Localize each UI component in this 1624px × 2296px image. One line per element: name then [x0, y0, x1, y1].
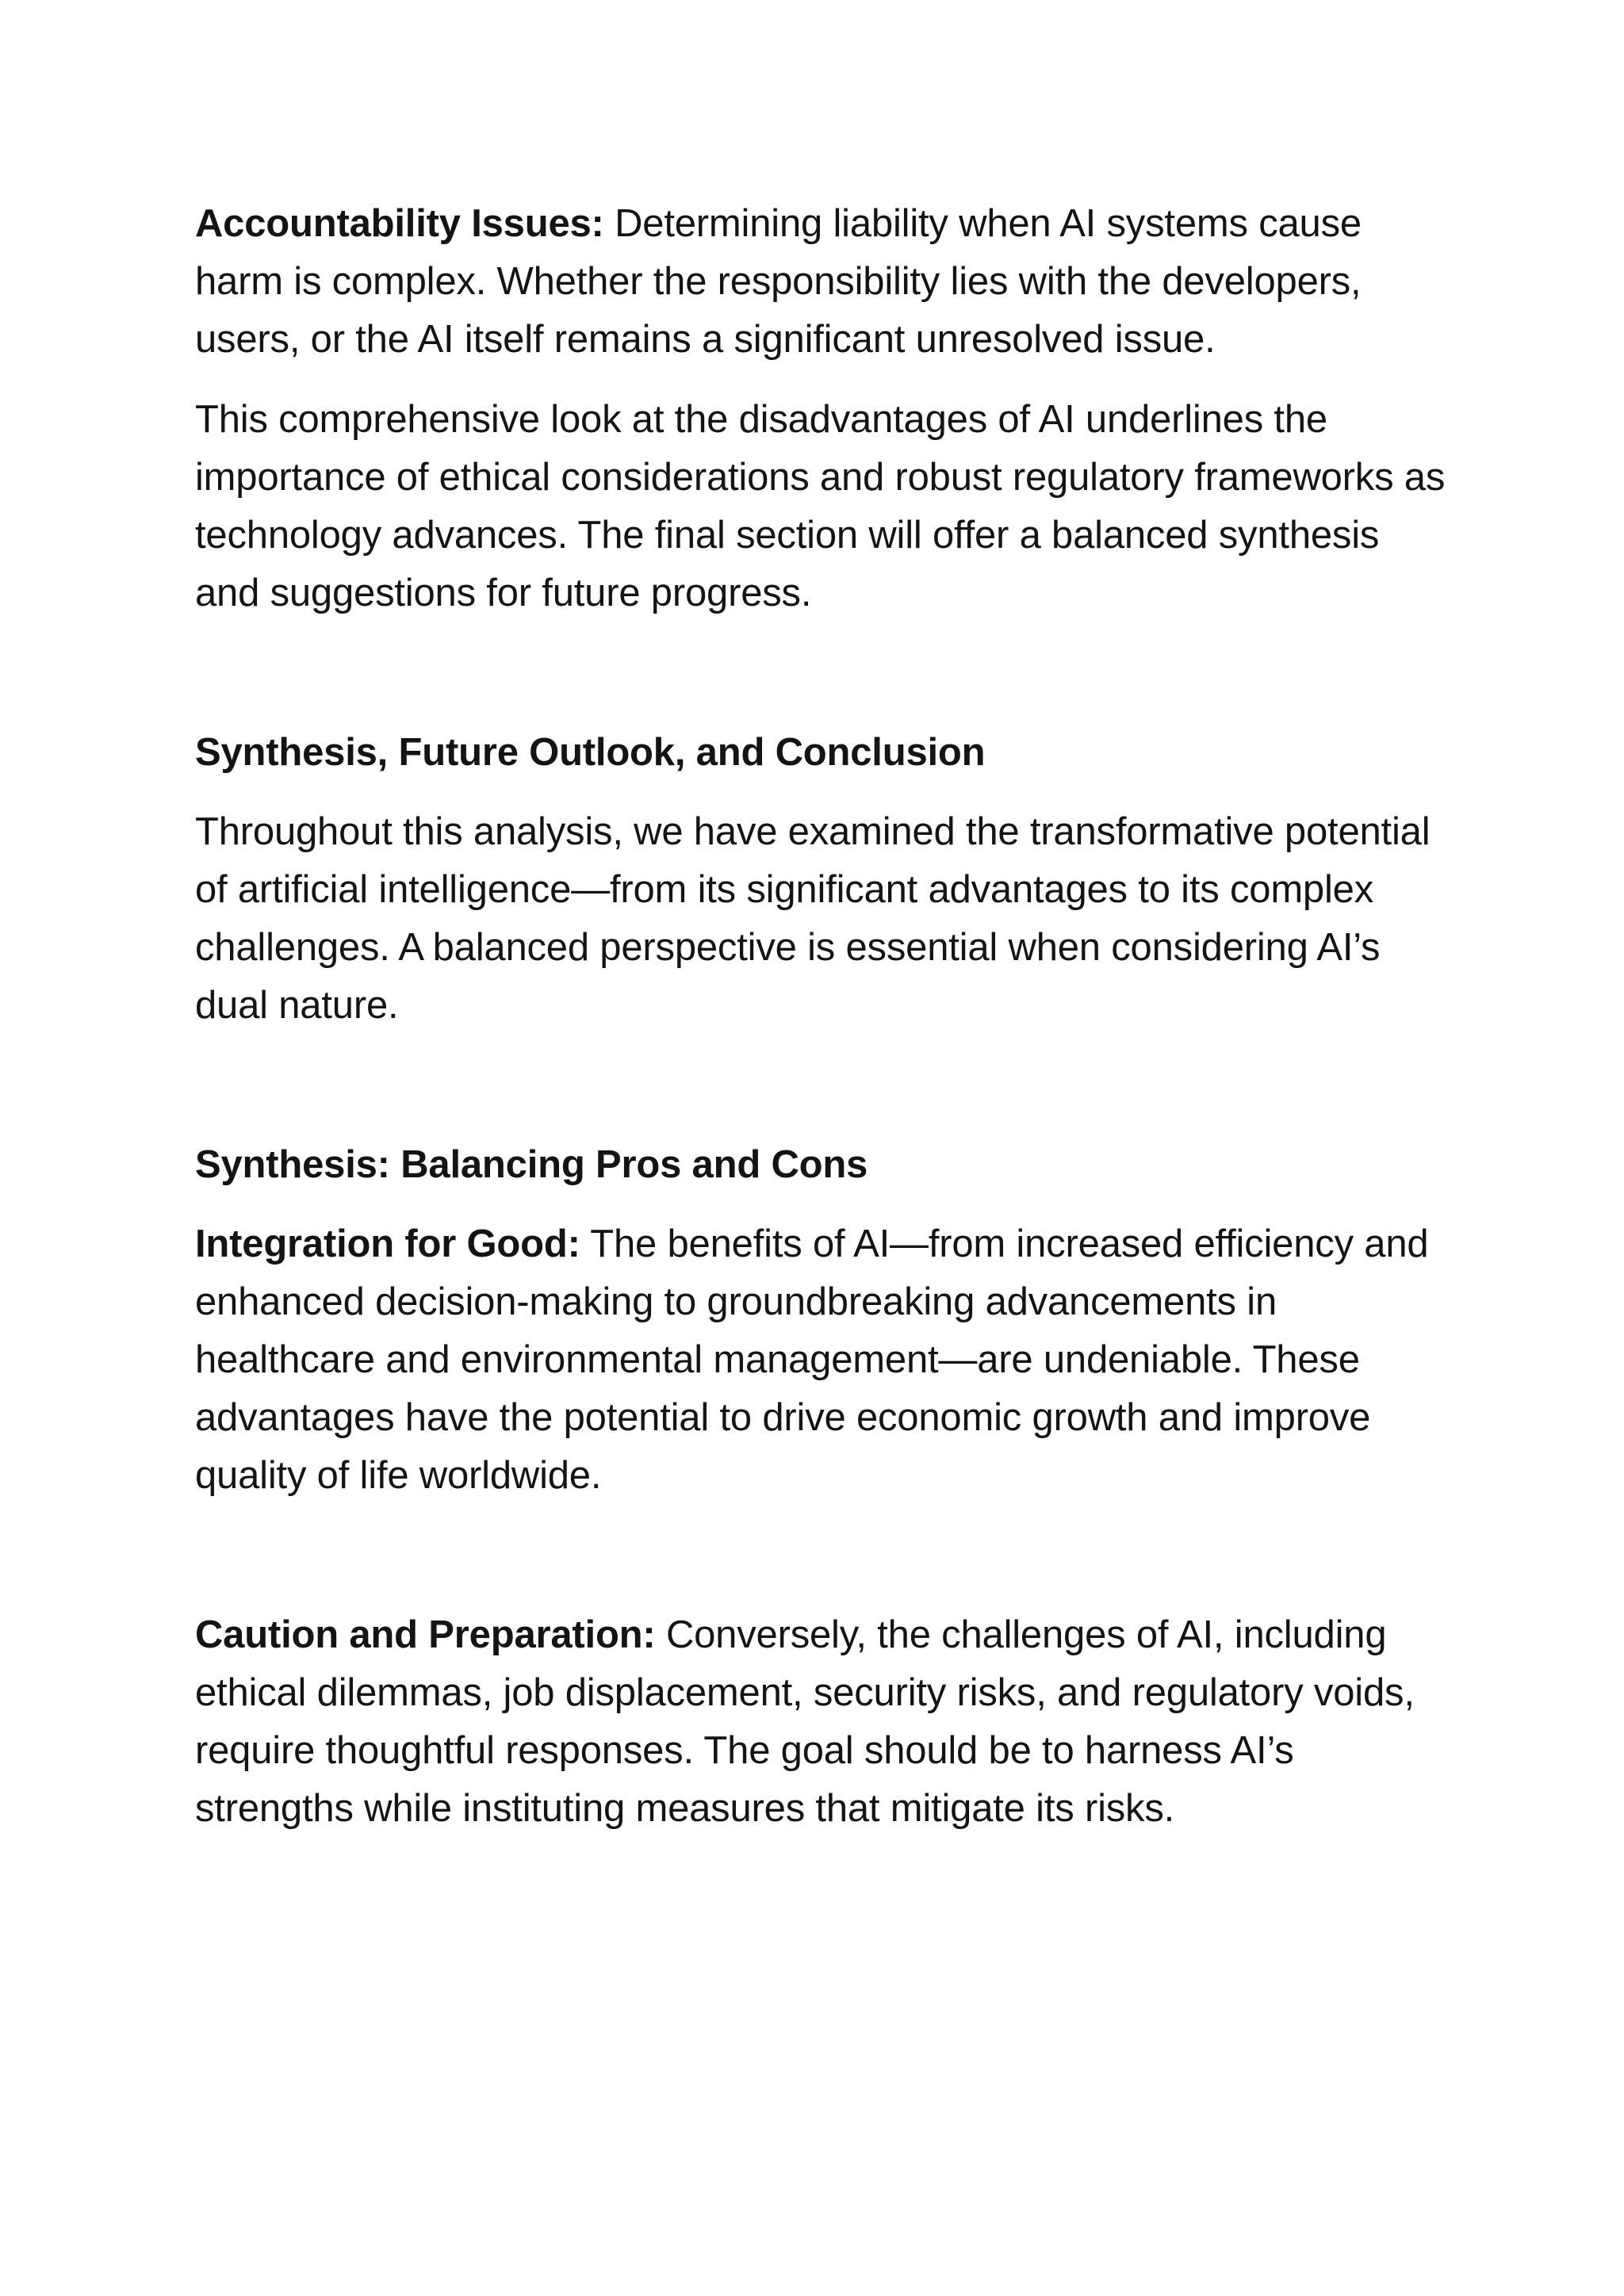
summary-paragraph: This comprehensive look at the disadvantages of AI underlines the importance of ethical considerations and robust regulatory frameworks as technology advances. The final section will offer a balanced synthesis and suggestions for future progress.	[195, 398, 1446, 614]
integration-paragraph	[195, 1215, 1448, 1505]
integration-label: Integration for Good:	[195, 1223, 580, 1265]
caution-label: Caution and Preparation:	[195, 1613, 656, 1656]
integration-text: The benefits of AI—from increased efficiency and enhanced decision-making to groundbreaking advancements in healthcare and environmental management—are undeniable. These advantages have the potential to drive economic growth and improve quality of life worldwide.	[195, 1223, 1429, 1497]
caution-text: Conversely, the challenges of AI, including ethical dilemmas, job displacement, security risks, and regulatory voids, require thoughtful responses. The goal should be to harness AI’s strengths while instituting measures that mitigate its risks.	[195, 1613, 1415, 1830]
accountability-text: Determining liability when AI systems cause harm is complex. Whether the responsibility lies with the developers, users, or the AI itself remains a significant unresolved issue.	[195, 202, 1362, 361]
document-page	[195, 195, 1448, 1838]
subsection-heading: Synthesis: Balancing Pros and Cons	[195, 1143, 868, 1186]
accountability-paragraph	[195, 195, 1448, 369]
caution-paragraph	[195, 1606, 1448, 1838]
section-heading: Synthesis, Future Outlook, and Conclusion	[195, 731, 986, 774]
section-intro-paragraph: Throughout this analysis, we have examined the transformative potential of artificial intelligence—from its significant advantages to its complex challenges. A balanced perspective is essential when considering AI’s dual nature.	[195, 810, 1431, 1027]
accountability-label: Accountability Issues:	[195, 202, 604, 245]
